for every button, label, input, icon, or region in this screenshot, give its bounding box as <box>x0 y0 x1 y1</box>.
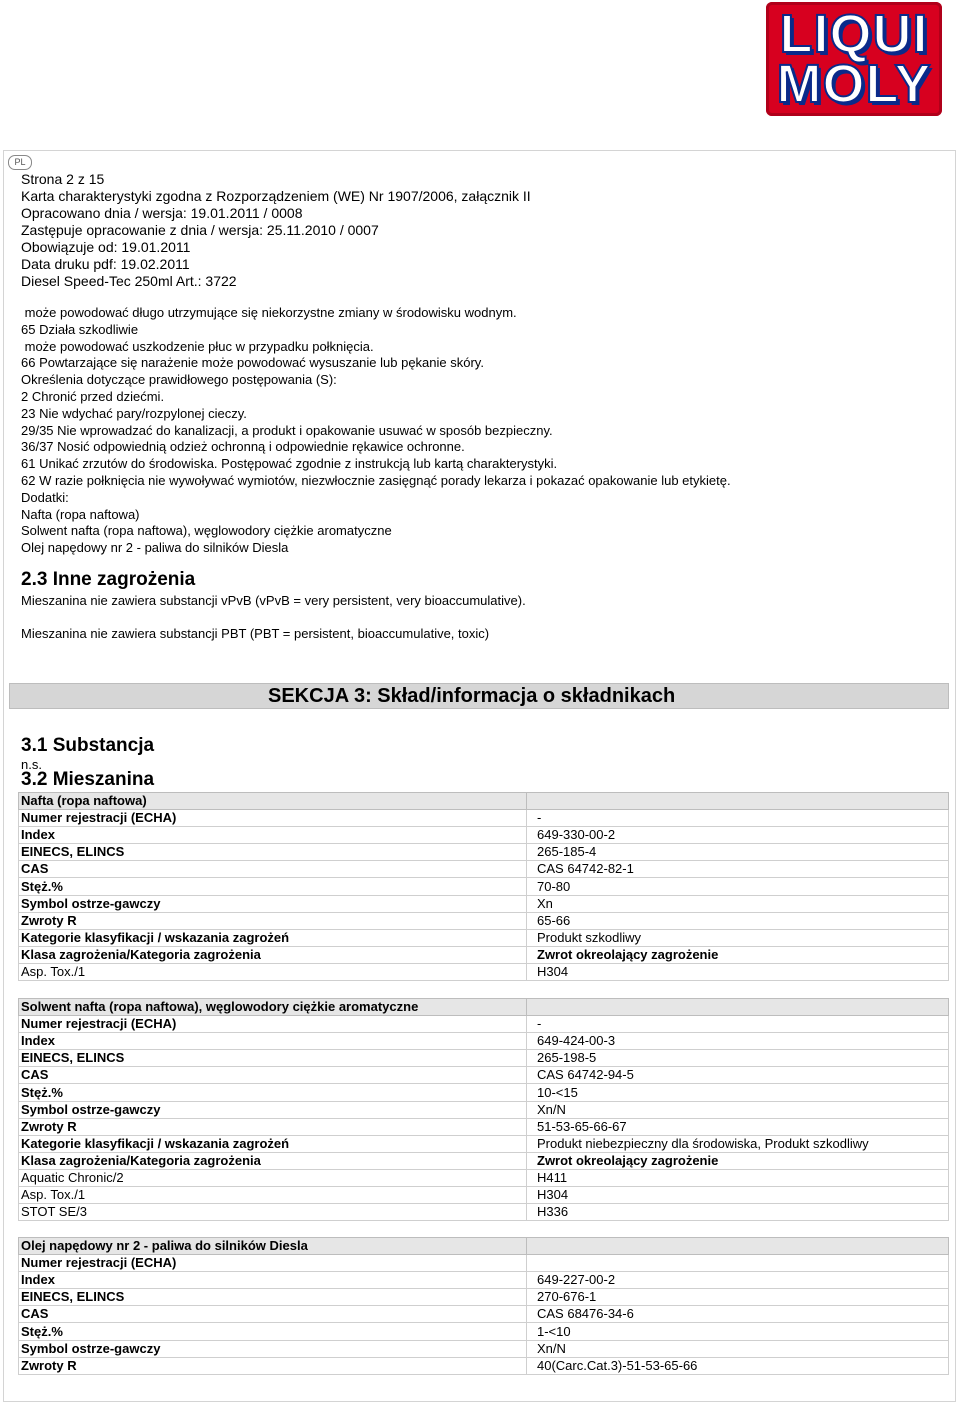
property-value: - <box>527 810 949 827</box>
component-header-row <box>19 793 949 810</box>
property-value: 649-330-00-2 <box>527 827 949 844</box>
property-label: Klasa zagrożenia/Kategoria zagrożenia <box>19 1152 527 1169</box>
body-line: 2 Chronić przed dziećmi. <box>21 388 165 404</box>
table-row <box>19 1204 949 1221</box>
substance-value: n.s. <box>21 757 42 772</box>
component-header-row <box>19 999 949 1016</box>
table-row <box>19 929 949 946</box>
property-label: Aquatic Chronic/2 <box>19 1169 527 1186</box>
property-value: Zwrot okreolający zagrożenie <box>527 946 949 963</box>
body-line: 29/35 Nie wprowadzać do kanalizacji, a produkt i opakowanie usuwać w sposób bezpieczny. <box>21 422 553 438</box>
component-table-1 <box>18 792 949 981</box>
property-label: Kategorie klasyfikacji / wskazania zagrożeń <box>19 1135 527 1152</box>
header-line: Zastępuje opracowanie z dnia / wersja: 25.11.2010 / 0007 <box>21 222 379 238</box>
property-value: 649-227-00-2 <box>527 1272 949 1289</box>
table-row <box>19 878 949 895</box>
property-value: H304 <box>527 963 949 980</box>
body-line: może powodować długo utrzymujące się niekorzystne zmiany w środowisku wodnym. <box>21 305 517 320</box>
table-row <box>19 1016 949 1033</box>
body-line: 36/37 Nosić odpowiednią odzież ochronną i odpowiednie rękawice ochronne. <box>21 439 465 455</box>
property-label: Numer rejestracji (ECHA) <box>19 1255 527 1272</box>
property-label: Stęż.% <box>19 1323 527 1340</box>
language-badge: PL <box>8 155 32 170</box>
logo-line-2: MOLY <box>776 54 932 114</box>
table-row <box>19 1272 949 1289</box>
header-line: Karta charakterystyki zgodna z Rozporządzeniem (WE) Nr 1907/2006, załącznik II <box>21 188 531 204</box>
table-row <box>19 861 949 878</box>
property-value: 70-80 <box>527 878 949 895</box>
property-value: H304 <box>527 1187 949 1204</box>
table-row <box>19 1135 949 1152</box>
property-label: Kategorie klasyfikacji / wskazania zagrożeń <box>19 929 527 946</box>
table-row <box>19 1118 949 1135</box>
property-value: Xn <box>527 895 949 912</box>
property-label: Symbol ostrze-gawczy <box>19 1340 527 1357</box>
component-header-empty <box>527 1238 949 1255</box>
property-value: 65-66 <box>527 912 949 929</box>
property-value: Produkt niebezpieczny dla środowiska, Produkt szkodliwy <box>527 1135 949 1152</box>
table-row <box>19 1340 949 1357</box>
property-label: CAS <box>19 1067 527 1084</box>
property-value: 1-<10 <box>527 1323 949 1340</box>
body-line: 65 Działa szkodliwie <box>21 321 139 337</box>
table-row <box>19 1084 949 1101</box>
component-name: Solwent nafta (ropa naftowa), węglowodory ciężkie aromatyczne <box>19 999 527 1016</box>
body-line: 62 W razie połknięcia nie wywoływać wymiotów, niezwłocznie zasięgnąć porady lekarza i pokazać opakowanie lub etykietę. <box>21 472 731 488</box>
property-value: H336 <box>527 1204 949 1221</box>
body-line: Solwent nafta (ropa naftowa), węglowodory ciężkie aromatyczne <box>21 523 392 539</box>
property-value: CAS 64742-94-5 <box>527 1067 949 1084</box>
property-value: 270-676-1 <box>527 1289 949 1306</box>
property-label: CAS <box>19 1306 527 1323</box>
table-row <box>19 1323 949 1340</box>
table-row <box>19 1187 949 1204</box>
property-label: Index <box>19 1272 527 1289</box>
body-line: może powodować uszkodzenie płuc w przypadku połknięcia. <box>21 338 374 354</box>
table-row <box>19 1101 949 1118</box>
table-row <box>19 827 949 844</box>
table-row <box>19 963 949 980</box>
property-value <box>527 1255 949 1272</box>
property-value: 649-424-00-3 <box>527 1033 949 1050</box>
header-line: Opracowano dnia / wersja: 19.01.2011 / 0008 <box>21 205 303 221</box>
body-line: 61 Unikać zrzutów do środowiska. Postępować zgodnie z instrukcją lub kartą charakterystyki. <box>21 456 558 472</box>
table-row <box>19 946 949 963</box>
property-label: EINECS, ELINCS <box>19 1050 527 1067</box>
table-row <box>19 895 949 912</box>
body-line: 23 Nie wdychać pary/rozpylonej cieczy. <box>21 405 247 421</box>
component-name: Nafta (ropa naftowa) <box>19 793 527 810</box>
property-value: - <box>527 1016 949 1033</box>
header-line: Data druku pdf: 19.02.2011 <box>21 256 190 272</box>
property-label: Index <box>19 827 527 844</box>
property-label: Asp. Tox./1 <box>19 1187 527 1204</box>
header-line: Diesel Speed-Tec 250ml Art.: 3722 <box>21 273 237 289</box>
table-row <box>19 1306 949 1323</box>
substance-title: 3.1 Substancja <box>21 735 155 756</box>
header-line: Obowiązuje od: 19.01.2011 <box>21 239 191 255</box>
property-value: CAS 64742-82-1 <box>527 861 949 878</box>
property-label: Zwroty R <box>19 1118 527 1135</box>
body-line: Określenia dotyczące prawidłowego postępowania (S): <box>21 372 337 388</box>
property-value: 265-198-5 <box>527 1050 949 1067</box>
body-line: Nafta (ropa naftowa) <box>21 506 140 522</box>
document-header <box>21 171 531 290</box>
body-line: 66 Powtarzające się narażenie może powodować wysuszanie lub pękanie skóry. <box>21 355 484 371</box>
component-header-empty <box>527 999 949 1016</box>
property-label: Symbol ostrze-gawczy <box>19 895 527 912</box>
liqui-moly-logo <box>766 2 942 116</box>
component-name: Olej napędowy nr 2 - paliwa do silników Diesla <box>19 1238 527 1255</box>
table-row <box>19 1289 949 1306</box>
property-label: CAS <box>19 861 527 878</box>
component-table-3 <box>18 1237 949 1375</box>
table-row <box>19 1357 949 1374</box>
component-header-row <box>19 1238 949 1255</box>
table-row <box>19 1067 949 1084</box>
table-row <box>19 1152 949 1169</box>
risk-safety-phrases <box>21 305 951 557</box>
section-3-banner <box>9 683 949 709</box>
mixture-title: 3.2 Mieszanina <box>21 769 155 790</box>
section-3-title: SEKCJA 3: Skład/informacja o składnikach <box>268 685 676 707</box>
property-label: Symbol ostrze-gawczy <box>19 1101 527 1118</box>
body-line: Dodatki: <box>21 489 69 505</box>
property-value: CAS 68476-34-6 <box>527 1306 949 1323</box>
property-label: Zwroty R <box>19 912 527 929</box>
property-value: 10-<15 <box>527 1084 949 1101</box>
table-row <box>19 1033 949 1050</box>
property-label: Klasa zagrożenia/Kategoria zagrożenia <box>19 946 527 963</box>
component-table-2 <box>18 998 949 1221</box>
section-2-3-title: 2.3 Inne zagrożenia <box>21 569 196 590</box>
logo-line-1: LIQUI <box>779 4 929 64</box>
property-label: EINECS, ELINCS <box>19 1289 527 1306</box>
property-label: Zwroty R <box>19 1357 527 1374</box>
property-value: Zwrot okreolający zagrożenie <box>527 1152 949 1169</box>
property-value: H411 <box>527 1169 949 1186</box>
property-label: Index <box>19 1033 527 1050</box>
property-label: Numer rejestracji (ECHA) <box>19 1016 527 1033</box>
table-row <box>19 1169 949 1186</box>
property-label: EINECS, ELINCS <box>19 844 527 861</box>
pbt-statement: Mieszanina nie zawiera substancji PBT (PBT = persistent, bioaccumulative, toxic) <box>21 626 490 641</box>
vpvb-statement: Mieszanina nie zawiera substancji vPvB (vPvB = very persistent, very bioaccumulative). <box>21 593 526 608</box>
property-label: Stęż.% <box>19 878 527 895</box>
component-header-empty <box>527 793 949 810</box>
property-label: Asp. Tox./1 <box>19 963 527 980</box>
property-label: STOT SE/3 <box>19 1204 527 1221</box>
property-value: Produkt szkodliwy <box>527 929 949 946</box>
body-line: Olej napędowy nr 2 - paliwa do silników Diesla <box>21 540 289 556</box>
property-label: Stęż.% <box>19 1084 527 1101</box>
table-row <box>19 844 949 861</box>
table-row <box>19 1050 949 1067</box>
property-value: 40(Carc.Cat.3)-51-53-65-66 <box>527 1357 949 1374</box>
table-row <box>19 1255 949 1272</box>
table-row <box>19 912 949 929</box>
header-line: Strona 2 z 15 <box>21 171 105 187</box>
property-value: Xn/N <box>527 1101 949 1118</box>
property-label: Numer rejestracji (ECHA) <box>19 810 527 827</box>
property-value: 51-53-65-66-67 <box>527 1118 949 1135</box>
property-value: Xn/N <box>527 1340 949 1357</box>
table-row <box>19 810 949 827</box>
property-value: 265-185-4 <box>527 844 949 861</box>
